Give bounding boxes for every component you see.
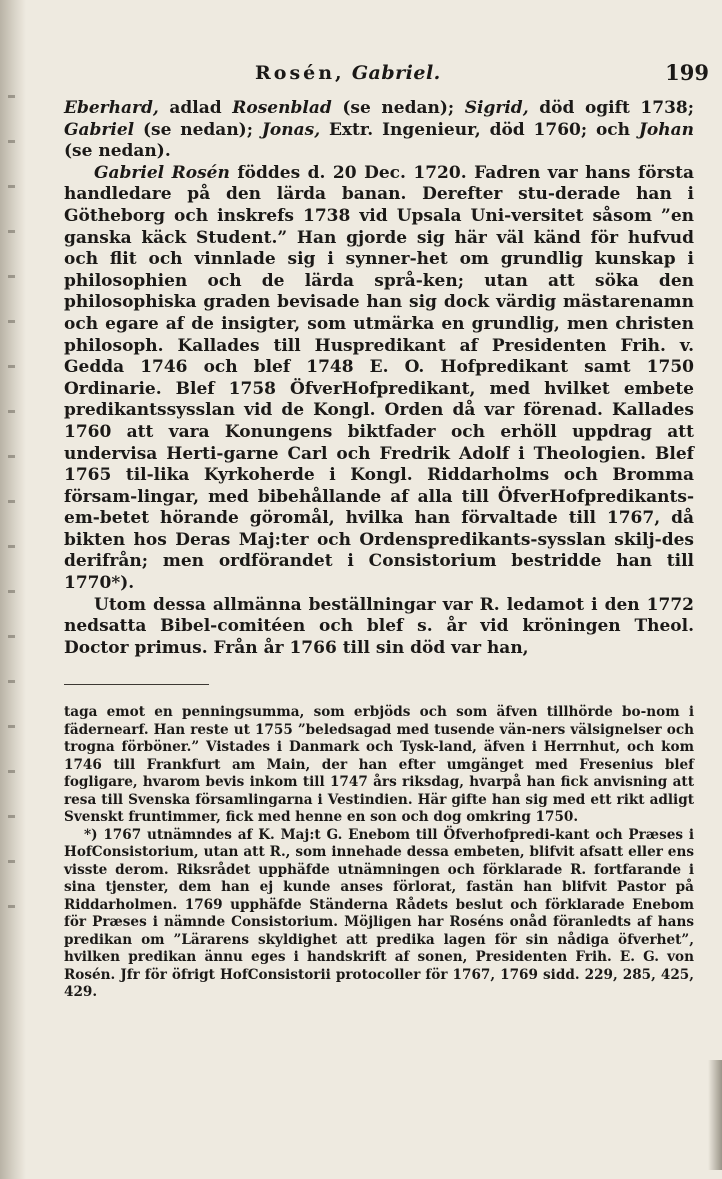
running-head-surname: Rosén, [255,62,345,84]
text-run: död ogift 1738; [528,98,694,118]
text-run: Extr. Ingenieur, död 1760; och [320,119,639,140]
person-name: Sigrid, [464,98,529,118]
text-run: adlad [158,98,233,118]
corner-ink-bleed [708,1060,722,1170]
paragraph-offices: Utom dessa allmänna beställningar var R. ledamot i den 1772 nedsatta Bibel-comitéen och blef s. år vid kröningen Theol. Doctor primus. Från år 1766 till sin död var han, [64,594,694,658]
text-run: (se nedan). [64,141,171,162]
footnote-continuation: taga emot en penningsumma, som erbjöds och som äfven tillhörde bo-nom i fädernearf. Han reste ut 1755 ”beledsagad med tusende vän-ners välsignelser och trogna förböner.” Vistades i Danmark och Tysk-land, äfven i Herrnhut, och kom 1746 till Frankfurt am Main, der han efter umgänget med Fresenius blef fogligare, hvarom bevis inkom till 1747 års riksdag, hvarpå han fick anvisning att resa till Svenska församlingarna i Vestindien. Här gifte han sig med ett rikt adligt Svenskt fruntimmer, fick med henne en son och dog omkring 1750. [64,704,694,825]
running-head [255,62,441,84]
person-name: Jonas, [261,119,321,140]
bleed-through-marks [4,95,20,995]
person-name: Gabriel [64,119,135,140]
paragraph-biography [64,163,694,595]
person-name: Johan [638,119,694,140]
page-header [70,60,715,90]
footnote-asterisk: *) 1767 utnämndes af K. Maj:t G. Enebom till Öfverhofpredi-kant och Præses i HofConsistorium, utan att R., som innehade dessa embeten, blifvit afsatt eller ens visste derom. Riksrådet upphäfde utnämningen och förklarade R. fortfarande i sina tjenster, dem han ej kunde anses förlorat, fastän han blifvit Pastor på Riddarholmen. 1769 upphäfde Ständerna Rådets beslut och förklarade Enebom för Præses i nämnde Consistorium. Möjligen har Roséns onåd föranledts af hans predikan om ”Lärarens skyldighet att predika lagen för sin nådiga öfverhet”, hvilken predikan ännu eges i handskrift af sonen, Presidenten Frih. E. G. von Rosén. Jfr för öfrigt HofConsistorii protocoller för 1767, 1769 sidd. 229, 285, 425, 429. [64,826,694,1000]
text-run: föddes d. 20 Dec. 1720. Fadren var hans första handledare på den lärda banan. Derefter stu-derade han i Götheborg och inskrefs 1738 vid Upsala Uni-versitet såsom ”en ganska käck Student.” Han gjorde sig här väl känd för hufvud och flit och vinnlade sig i synner-het om grundlig kunskap i philosophien och de lärda språ-ken; utan att söka den philosophiska graden bevisade han sig dock värdig mästarenamn och egare af de insigter, som utmärka en grundlig, men christen philosoph. Kallades till Huspredikant af Presidenten Frih. v. Gedda 1746 och blef 1748 E. O. Hofpredikant samt 1750 Ordinarie. Blef 1758 ÖfverHofpredikant, med hvilket embete predikantssysslan vid de Kongl. Orden då var förenad. Kallades 1760 att vara Konungens biktfader och erhöll uppdrag att undervisa Herti-garne Carl och Fredrik Adolf i Theologien. Blef 1765 til-lika Kyrkoherde i Kongl. Riddarholms och Bromma försam-lingar, med bibehållande af alla till ÖfverHofpredikants-em-betet hörande göromål, hvilka han förvaltade till 1767, då bikten hos Deras Maj:ter och Ordenspredikants-sysslan skilj-des derifrån; men ordförandet i Consistorium bestridde han till 1770*). [64,162,694,594]
main-text [64,98,694,659]
person-name: Rosenblad [232,98,332,118]
footnote-separator [64,684,209,685]
page-number: 199 [665,60,709,85]
person-name: Eberhard, [64,98,159,118]
running-head-given-name: Gabriel. [351,62,441,84]
text-run: (se nedan); [331,98,465,118]
footnotes [64,704,694,1002]
paragraph-siblings [64,98,694,163]
person-name: Gabriel Rosén [94,162,230,183]
text-run: (se nedan); [134,119,262,140]
page-edge-shadow [0,0,26,1179]
